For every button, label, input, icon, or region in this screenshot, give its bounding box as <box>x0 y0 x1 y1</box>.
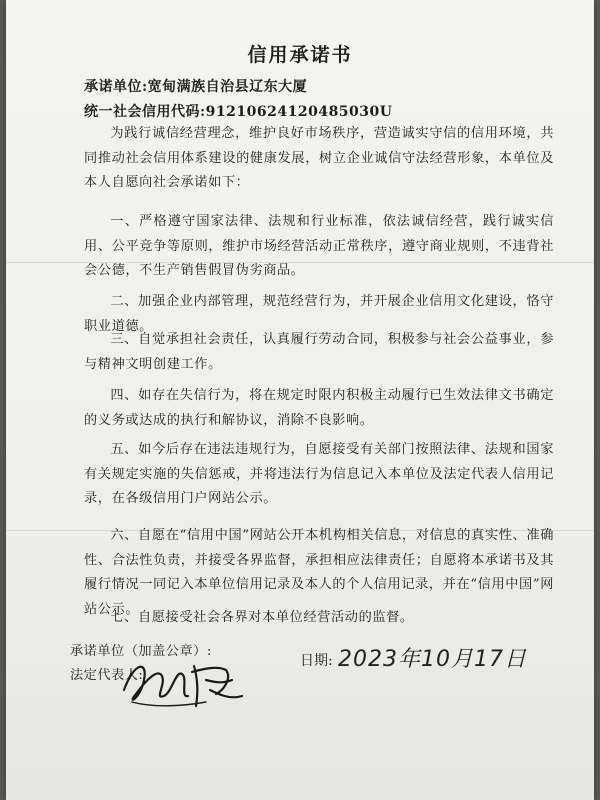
handwritten-signature <box>114 650 264 714</box>
pledging-unit-label: 承诺单位: <box>84 79 148 95</box>
paragraph-item-1: 一、严格遵守国家法律、法规和行业标准，依法诚信经营，践行诚实信用、公平竞争等原则，维护市场经营活动正常秩序，遵守商业规则，不违背社会公德，不生产销售假冒伪劣商品。 <box>84 214 554 278</box>
date-value: 2023年10月17日 <box>338 647 527 672</box>
credit-code-line <box>84 101 392 121</box>
paragraph-preamble: 为践行诚信经营理念，维护良好市场秩序，营造诚实守信的信用环境，共同推动社会信用体系建设的健康发展，树立企业诚信守法经营形象，本单位及本人自愿向社会承诺如下： <box>84 126 554 190</box>
pledging-unit-line <box>84 76 307 96</box>
credit-code-label: 统一社会信用代码: <box>84 104 206 120</box>
pledging-unit-value: 宽甸满族自治县辽东大厦 <box>147 79 308 95</box>
paragraph-item-6: 六、自愿在“信用中国”网站公开本机构相关信息，对信息的真实性、准确性、合法性负责，并接受各界监督，承担相应法律责任；自愿将本承诺书及其履行情况一同记入本单位信用记录及本人的个人信用记录，并在“信用中国”网站公示。 <box>84 528 554 617</box>
paragraph-item-3: 三、自觉承担社会责任，认真履行劳动合同，积极参与社会公益事业，参与精神文明创建工作。 <box>84 332 554 372</box>
signature-unit-label: 承诺单位（加盖公章）: <box>70 644 212 659</box>
date-label: 日期: <box>300 653 333 669</box>
credit-code-value: 91210624120485030U <box>205 104 393 120</box>
legal-rep-label: 法定代表人: <box>70 668 144 683</box>
paragraph-item-7: 七、自愿接受社会各界对本单位经营活动的监督。 <box>110 610 414 625</box>
paragraph-item-5: 五、如今后存在违法违规行为，自愿接受有关部门按照法律、法规和国家有关规定实施的失信惩戒，并将违法行为信息记入本单位及法定代表人信用记录，在各级信用门户网站公示。 <box>84 442 554 506</box>
document-page <box>6 0 594 800</box>
paragraph-item-4: 四、如存在失信行为，将在规定时限内积极主动履行已生效法律文书确定的义务或达成的执行和解协议，消除不良影响。 <box>84 388 554 428</box>
document-title: 信用承诺书 <box>247 44 353 66</box>
paragraph-item-2: 二、加强企业内部管理，规范经营行为，并开展企业信用文化建设，恪守职业道德。 <box>84 294 554 334</box>
